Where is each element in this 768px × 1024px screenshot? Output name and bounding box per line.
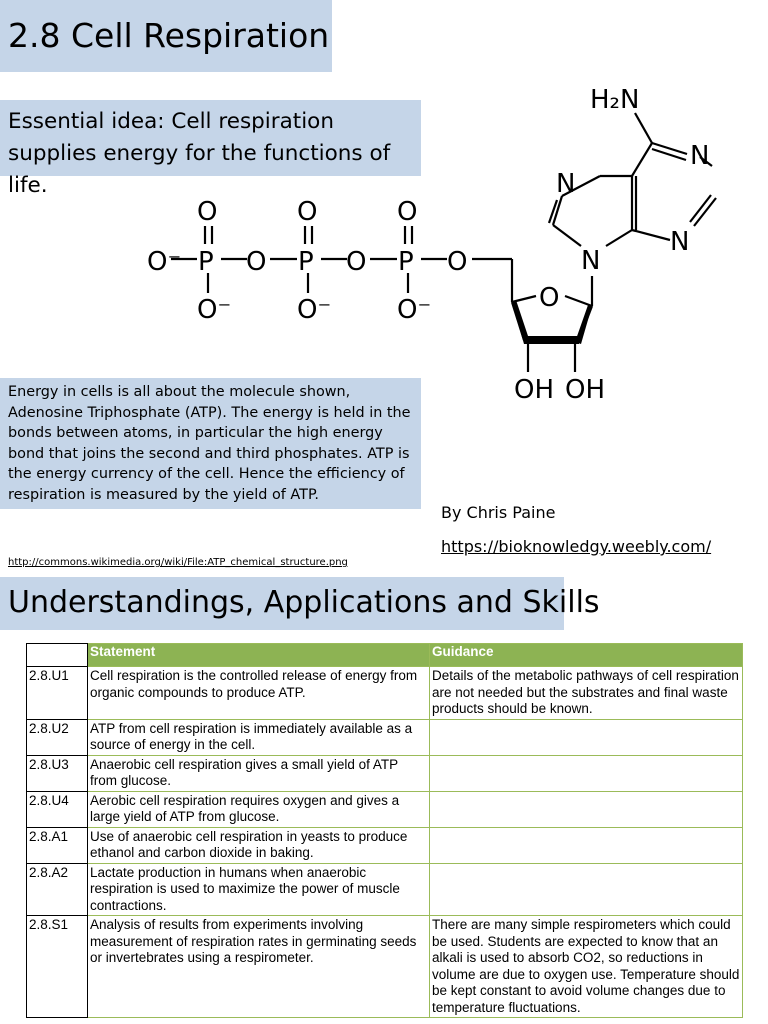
hydroxyl-right: OH <box>565 375 606 405</box>
energy-explanation-box <box>0 378 421 509</box>
image-source-link[interactable]: http://commons.wikimedia.org/wiki/File:ATP_chemical_structure.png <box>8 557 348 568</box>
nitrogen-3: N <box>670 227 690 257</box>
phosphorus-3: P <box>398 247 414 277</box>
oxygen-double-2: O <box>297 197 318 227</box>
table-header-row <box>27 644 743 667</box>
energy-explanation-text: Energy in cells is all about the molecule shown, Adenosine Triphosphate (ATP). The energy is held in the bonds between atoms, in particular the high energy bond that joins the second and third phosphates. ATP is the energy currency of the cell. Hence the efficiency of respiration is measured by the yield of ATP. <box>8 384 411 503</box>
title-banner <box>0 0 332 72</box>
nitrogen-1: N <box>690 141 710 171</box>
phosphorus-2: P <box>298 247 314 277</box>
author-credit: By Chris Paine <box>441 503 556 522</box>
oxygen-minus-1: O⁻ <box>197 295 232 325</box>
oxygen-minus-2: O⁻ <box>297 295 332 325</box>
ribose-oxygen: O <box>539 283 560 313</box>
table-row <box>27 916 743 1018</box>
row-guidance <box>430 719 743 755</box>
row-statement: Lactate production in humans when anaerobic respiration is used to maximize the power of muscle contractions. <box>88 863 430 916</box>
hydroxyl-left: OH <box>514 375 555 405</box>
table-row <box>27 863 743 916</box>
row-code: 2.8.A1 <box>27 827 88 863</box>
oxygen-minus-left: O⁻ <box>147 247 182 277</box>
column-header-statement: Statement <box>88 644 430 667</box>
row-guidance <box>430 863 743 916</box>
oxygen-bridge-3: O <box>447 247 468 277</box>
row-statement: Aerobic cell respiration requires oxygen and gives a large yield of ATP from glucose. <box>88 791 430 827</box>
table-row <box>27 667 743 720</box>
row-statement: Cell respiration is the controlled release of energy from organic compounds to produce ATP. <box>88 667 430 720</box>
ribose-wedge-right <box>575 305 592 344</box>
row-guidance <box>430 827 743 863</box>
understandings-table <box>26 643 743 1018</box>
row-code: 2.8.U1 <box>27 667 88 720</box>
nitrogen-9: N <box>581 246 601 276</box>
row-statement: Anaerobic cell respiration gives a small yield of ATP from glucose. <box>88 755 430 791</box>
website-link[interactable]: https://bioknowledgy.weebly.com/ <box>441 537 712 556</box>
oxygen-bridge-1: O <box>246 247 267 277</box>
table-row <box>27 755 743 791</box>
section-heading: Understandings, Applications and Skills <box>8 585 600 620</box>
essential-idea-text: Essential idea: Cell respiration supplies energy for the functions of life. <box>8 109 391 198</box>
row-statement: ATP from cell respiration is immediately available as a source of energy in the cell. <box>88 719 430 755</box>
page-title: 2.8 Cell Respiration <box>8 16 330 55</box>
table-row <box>27 719 743 755</box>
row-guidance <box>430 755 743 791</box>
nitrogen-7: N <box>556 169 576 199</box>
row-code: 2.8.U2 <box>27 719 88 755</box>
oxygen-bridge-2: O <box>346 247 367 277</box>
row-code: 2.8.U4 <box>27 791 88 827</box>
row-statement: Use of anaerobic cell respiration in yeasts to produce ethanol and carbon dioxide in baking. <box>88 827 430 863</box>
row-code: 2.8.U3 <box>27 755 88 791</box>
row-code: 2.8.S1 <box>27 916 88 1018</box>
row-guidance: There are many simple respirometers which could be used. Students are expected to know that an alkali is used to absorb CO2, so reductions in volume are due to oxygen use. Temperature should be kept constant to avoid volume changes due to temperature fluctuations. <box>430 916 743 1018</box>
ribose-wedge-bond <box>524 336 579 344</box>
essential-idea-banner <box>0 100 421 198</box>
table-row <box>27 791 743 827</box>
row-code: 2.8.A2 <box>27 863 88 916</box>
column-header-code <box>27 644 88 667</box>
row-statement: Analysis of results from experiments involving measurement of respiration rates in germinating seeds or invertebrates using a respirometer. <box>88 916 430 1018</box>
row-guidance <box>430 791 743 827</box>
amine-group: H₂N <box>590 85 640 115</box>
column-header-guidance: Guidance <box>430 644 743 667</box>
phosphorus-1: P <box>198 247 214 277</box>
row-guidance: Details of the metabolic pathways of cell respiration are not needed but the substrates and final waste products should be known. <box>430 667 743 720</box>
oxygen-double-3: O <box>397 197 418 227</box>
oxygen-double-1: O <box>197 197 218 227</box>
ribose-wedge-left <box>512 300 530 344</box>
table-row <box>27 827 743 863</box>
oxygen-minus-3: O⁻ <box>397 295 432 325</box>
section-heading-banner <box>0 577 600 630</box>
